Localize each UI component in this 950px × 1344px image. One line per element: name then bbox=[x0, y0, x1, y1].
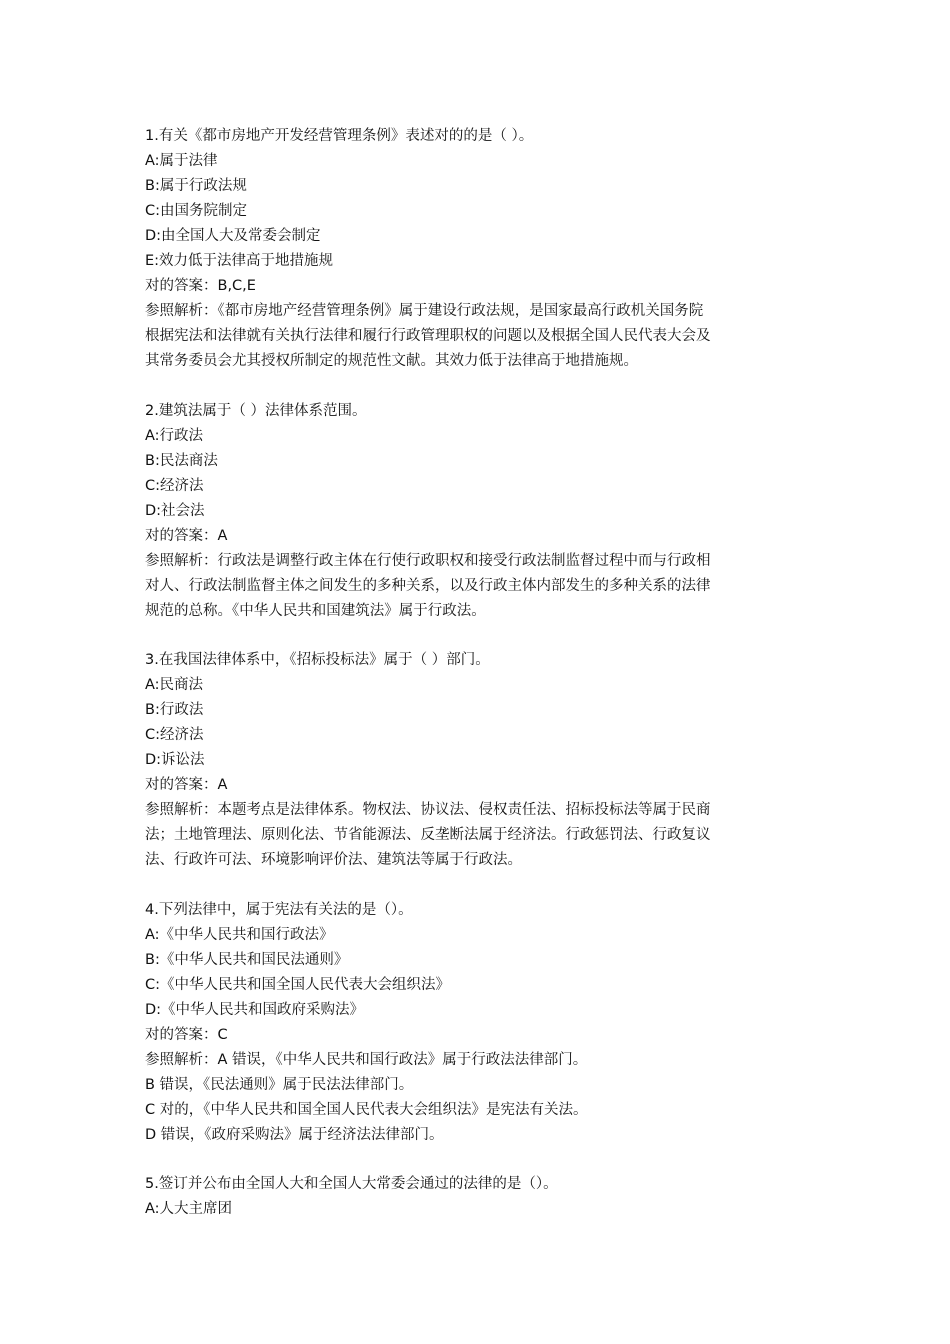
question-5 bbox=[145, 1172, 810, 1222]
question-stem: 3.在我国法律体系中，《招标投标法》属于（ ）部门。 bbox=[145, 652, 490, 668]
explanation bbox=[145, 798, 810, 873]
correct-answer: 对的答案：A bbox=[145, 777, 228, 793]
option-c: C:由国务院制定 bbox=[145, 203, 248, 219]
explanation-line: D 错误，《政府采购法》属于经济法法律部门。 bbox=[145, 1126, 444, 1143]
option-d: D:诉讼法 bbox=[145, 752, 205, 768]
explanation-line: 根据宪法和法律就有关执行法律和履行行政管理职权的问题以及根据全国人民代表大会及 bbox=[145, 328, 711, 344]
question-stem: 4.下列法律中，属于宪法有关法的是（）。 bbox=[145, 901, 413, 918]
option-b: B:属于行政法规 bbox=[145, 178, 247, 194]
explanation-line: 法；土地管理法、原则化法、节省能源法、反垄断法属于经济法。行政惩罚法、行政复议 bbox=[145, 827, 711, 843]
correct-answer: 对的答案：A bbox=[145, 527, 228, 544]
explanation bbox=[145, 1048, 810, 1148]
option-d: D:《中华人民共和国政府采购法》 bbox=[145, 1001, 365, 1018]
question-3 bbox=[145, 648, 810, 873]
correct-answer: 对的答案：C bbox=[145, 1026, 228, 1043]
option-d: D:由全国人大及常委会制定 bbox=[145, 228, 321, 244]
question-4 bbox=[145, 898, 810, 1148]
option-a: A:行政法 bbox=[145, 427, 204, 444]
explanation-line: 规范的总称。《中华人民共和国建筑法》属于行政法。 bbox=[145, 602, 486, 619]
explanation-line: B 错误，《民法通则》属于民法法律部门。 bbox=[145, 1076, 414, 1093]
explanation-line: 参照解析：本题考点是法律体系。物权法、协议法、侵权责任法、招标投标法等属于民商 bbox=[145, 802, 711, 818]
explanation-line: 参照解析：《都市房地产经营管理条例》属于建设行政法规，是国家最高行政机关国务院 bbox=[145, 303, 704, 319]
explanation-line: C 对的，《中华人民共和国全国人民代表大会组织法》是宪法有关法。 bbox=[145, 1101, 588, 1118]
question-stem: 1.有关《都市房地产开发经营管理条例》表述对的的是（ ）。 bbox=[145, 128, 534, 144]
document-body bbox=[145, 124, 810, 1247]
option-b: B:《中华人民共和国民法通则》 bbox=[145, 951, 349, 968]
question-stem: 2.建筑法属于（ ）法律体系范围。 bbox=[145, 402, 367, 419]
explanation bbox=[145, 299, 810, 374]
question-1 bbox=[145, 124, 810, 374]
option-d: D:社会法 bbox=[145, 502, 205, 519]
explanation-line: 参照解析：A 错误，《中华人民共和国行政法》属于行政法法律部门。 bbox=[145, 1051, 588, 1068]
correct-answer: 对的答案：B,C,E bbox=[145, 278, 256, 294]
question-stem: 5.签订并公布由全国人大和全国人大常委会通过的法律的是（）。 bbox=[145, 1176, 558, 1192]
option-c: C:经济法 bbox=[145, 477, 204, 494]
explanation bbox=[145, 549, 810, 624]
option-a: A:《中华人民共和国行政法》 bbox=[145, 926, 334, 943]
explanation-line: 法、行政许可法、环境影响评价法、建筑法等属于行政法。 bbox=[145, 852, 522, 868]
option-a: A:民商法 bbox=[145, 677, 204, 693]
option-c: C:经济法 bbox=[145, 727, 204, 743]
option-b: B:行政法 bbox=[145, 702, 204, 718]
option-a: A:属于法律 bbox=[145, 153, 218, 169]
option-c: C:《中华人民共和国全国人民代表大会组织法》 bbox=[145, 976, 451, 993]
explanation-line: 对人、行政法制监督主体之间发生的多种关系，以及行政主体内部发生的多种关系的法律 bbox=[145, 577, 711, 594]
explanation-line: 其常务委员会尤其授权所制定的规范性文献。其效力低于法律高于地措施规。 bbox=[145, 353, 638, 369]
option-a: A:人大主席团 bbox=[145, 1201, 233, 1217]
explanation-line: 参照解析：行政法是调整行政主体在行使行政职权和接受行政法制监督过程中而与行政相 bbox=[145, 552, 711, 569]
option-b: B:民法商法 bbox=[145, 452, 218, 469]
question-2 bbox=[145, 399, 810, 624]
option-e: E:效力低于法律高于地措施规 bbox=[145, 253, 334, 269]
